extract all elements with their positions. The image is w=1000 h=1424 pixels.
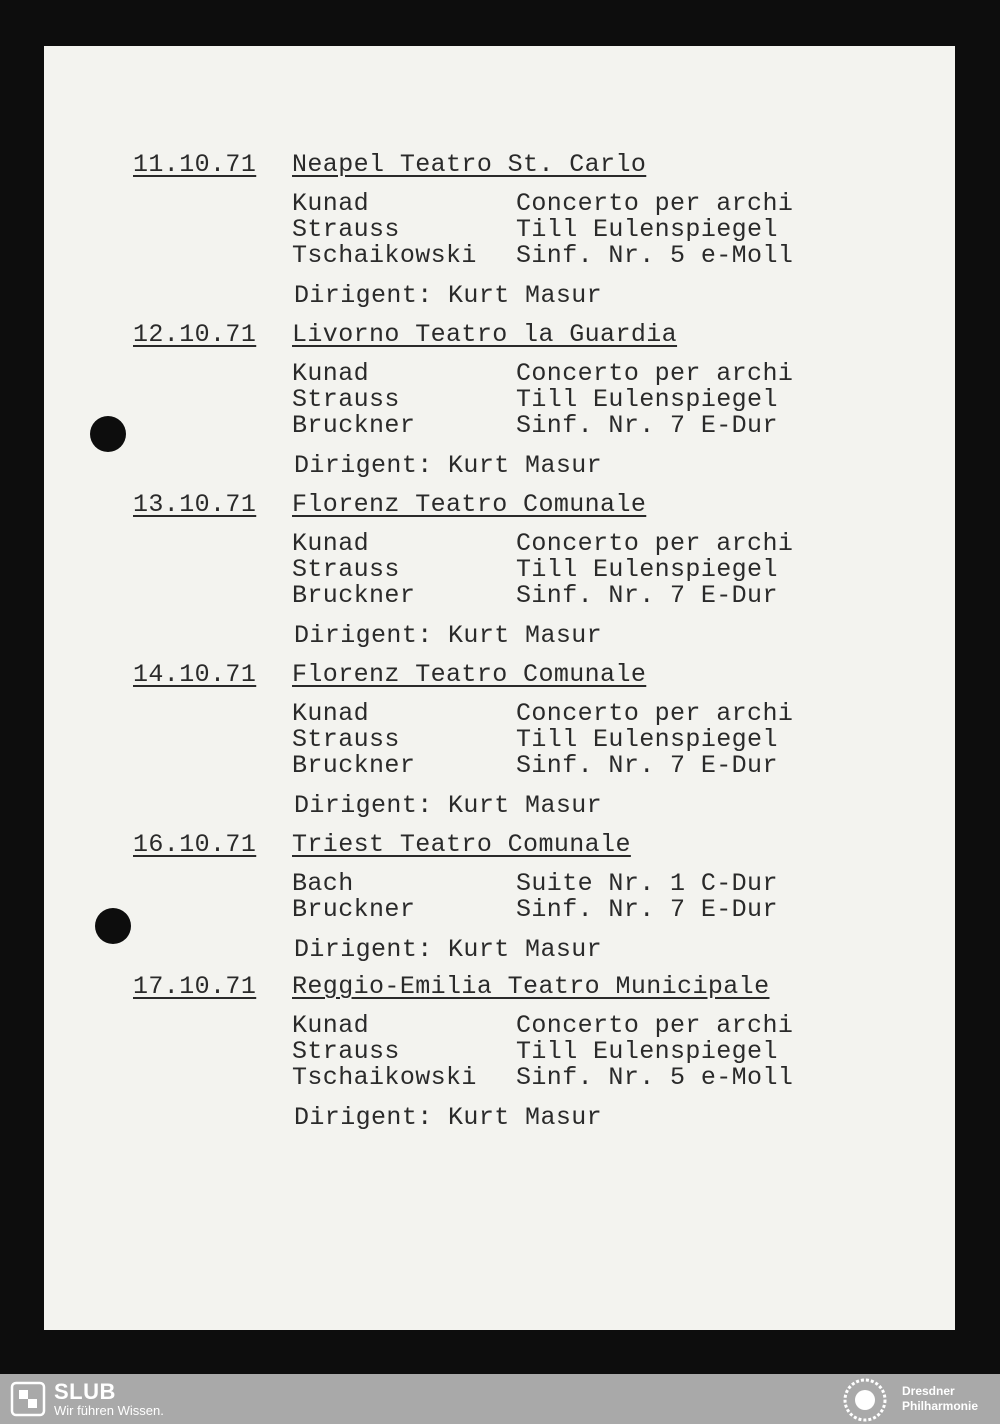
slub-name: SLUB [54, 1379, 116, 1404]
conductor-line: Dirigent: Kurt Masur [294, 935, 603, 964]
program-composer: Bach [292, 869, 354, 898]
program-work: Concerto per archi [516, 699, 794, 728]
concert-venue: Reggio-Emilia Teatro Municipale [292, 972, 770, 1001]
concert-venue: Florenz Teatro Comunale [292, 660, 647, 689]
program-work: Sinf. Nr. 5 e-Moll [516, 1063, 794, 1092]
philharmonie-name-line1: Dresdner [902, 1384, 955, 1398]
program-composer: Tschaikowski [292, 241, 477, 270]
concert-venue: Livorno Teatro la Guardia [292, 320, 678, 349]
program-composer: Strauss [292, 385, 400, 414]
slub-tagline: Wir führen Wissen. [54, 1403, 164, 1418]
slub-logo-icon [10, 1381, 46, 1417]
program-composer: Strauss [292, 1037, 400, 1066]
program-composer: Kunad [292, 189, 370, 218]
program-work: Concerto per archi [516, 1011, 794, 1040]
concert-date: 13.10.71 [133, 490, 257, 519]
program-work: Suite Nr. 1 C-Dur [516, 869, 778, 898]
concert-date: 17.10.71 [133, 972, 257, 1001]
program-composer: Kunad [292, 699, 370, 728]
program-work: Till Eulenspiegel [516, 725, 778, 754]
program-composer: Bruckner [292, 751, 416, 780]
program-work: Sinf. Nr. 7 E-Dur [516, 751, 778, 780]
program-work: Sinf. Nr. 7 E-Dur [516, 581, 778, 610]
concert-venue: Florenz Teatro Comunale [292, 490, 647, 519]
conductor-line: Dirigent: Kurt Masur [294, 281, 603, 310]
concert-date: 14.10.71 [133, 660, 257, 689]
philharmonie-name-line2: Philharmonie [902, 1399, 979, 1413]
conductor-line: Dirigent: Kurt Masur [294, 621, 603, 650]
program-work: Till Eulenspiegel [516, 555, 778, 584]
concert-date: 11.10.71 [133, 150, 257, 179]
program-work: Concerto per archi [516, 189, 794, 218]
program-work: Sinf. Nr. 5 e-Moll [516, 241, 794, 270]
concert-venue: Triest Teatro Comunale [292, 830, 631, 859]
program-composer: Bruckner [292, 581, 416, 610]
program-composer: Strauss [292, 555, 400, 584]
conductor-line: Dirigent: Kurt Masur [294, 451, 603, 480]
program-composer: Strauss [292, 215, 400, 244]
program-composer: Kunad [292, 529, 370, 558]
program-work: Concerto per archi [516, 529, 794, 558]
footer-bar [0, 1374, 1000, 1424]
program-composer: Bruckner [292, 411, 416, 440]
program-composer: Kunad [292, 359, 370, 388]
program-work: Till Eulenspiegel [516, 385, 778, 414]
concert-date: 12.10.71 [133, 320, 257, 349]
program-work: Sinf. Nr. 7 E-Dur [516, 411, 778, 440]
program-composer: Tschaikowski [292, 1063, 477, 1092]
program-composer: Bruckner [292, 895, 416, 924]
program-work: Till Eulenspiegel [516, 1037, 778, 1066]
program-composer: Strauss [292, 725, 400, 754]
concert-date: 16.10.71 [133, 830, 257, 859]
program-composer: Kunad [292, 1011, 370, 1040]
conductor-line: Dirigent: Kurt Masur [294, 791, 603, 820]
conductor-line: Dirigent: Kurt Masur [294, 1103, 603, 1132]
concert-venue: Neapel Teatro St. Carlo [292, 150, 647, 179]
philharmonie-logo-icon [842, 1377, 888, 1423]
program-work: Till Eulenspiegel [516, 215, 778, 244]
program-work: Sinf. Nr. 7 E-Dur [516, 895, 778, 924]
program-work: Concerto per archi [516, 359, 794, 388]
